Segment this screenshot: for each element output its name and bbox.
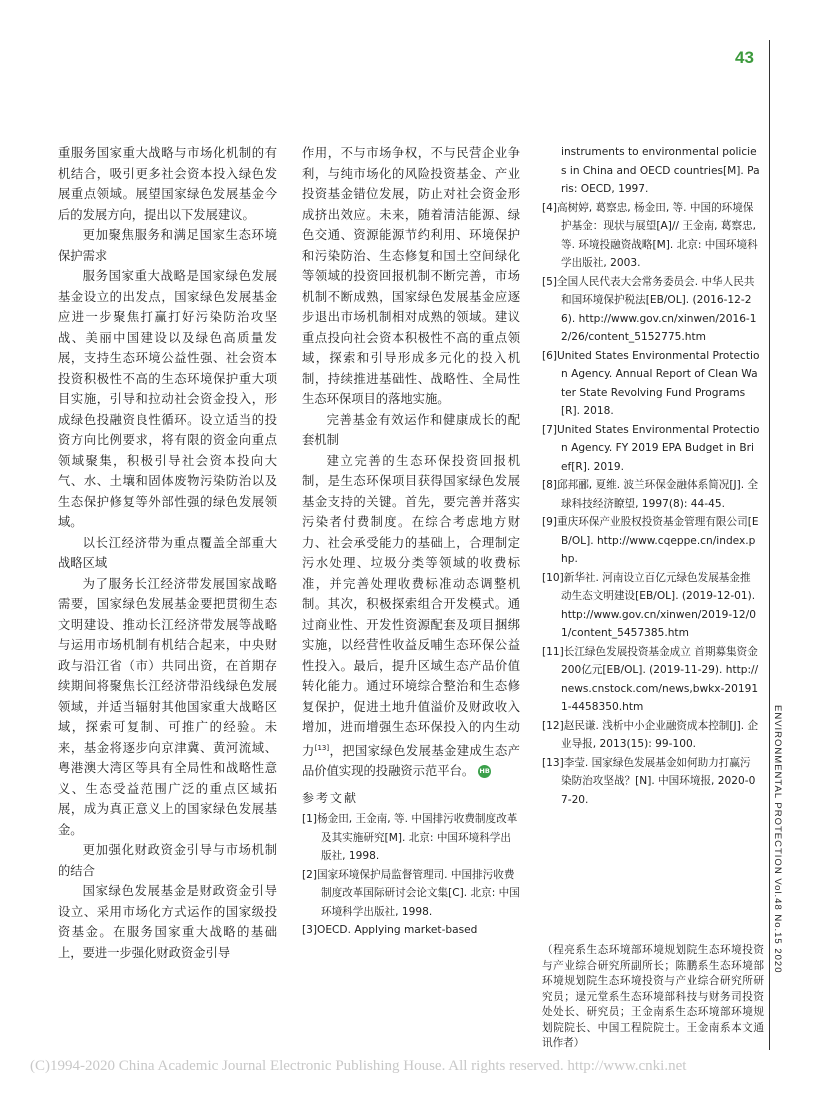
reference-item: instruments to environmental policies in China and OECD countries[M]. Paris: OECD, 1997. xyxy=(561,146,760,195)
reference-item: [7]United States Environmental Protection Agency. FY 2019 EPA Budget in Brief[R]. 2019. xyxy=(542,423,760,473)
column-2 xyxy=(302,143,520,940)
reference-item: [10]新华社. 河南设立百亿元绿色发展基金推动生态文明建设[EB/OL]. (2019-12-01). http://www.gov.cn/xinwen/2019-12/01/content_5457385.htm xyxy=(542,571,756,639)
paragraph xyxy=(302,451,520,782)
section-heading: 更加聚焦服务和满足国家生态环境保护需求 xyxy=(58,228,277,263)
citation: [13] xyxy=(314,743,330,752)
reference-item: [2]国家环境保护局监督管理司. 中国排污收费制度改革国际研讨会论文集[C]. 北京: 中国环境科学出版社, 1998. xyxy=(302,868,520,918)
column-rule xyxy=(769,40,770,1050)
reference-item: [4]高树婷, 葛察忠, 杨金田, 等. 中国的环境保护基金：现状与展望[A]// 王金南, 葛察忠, 等. 环境投融资战略[M]. 北京: 中国环境科学出版社, 2003. xyxy=(542,201,758,269)
references-title: 参考文献 xyxy=(302,790,359,805)
paragraph-text: ，把国家绿色发展基金建成生态产品价值实现的投融资示范平台。 xyxy=(302,743,520,779)
reference-item: [9]重庆环保产业股权投资基金管理有限公司[EB/OL]. http://www.cqeppe.cn/index.php. xyxy=(542,516,759,565)
reference-item: [12]赵民谦. 浅析中小企业融资成本控制[J]. 企业导报, 2013(15): 99-100. xyxy=(542,719,759,750)
reference-item: [3]OECD. Applying market-based xyxy=(302,924,478,937)
reference-item: [11]长江绿色发展投资基金成立 首期募集资金200亿元[EB/OL]. (2019-11-29). http://news.cnstock.com/news,bwkx-201911-4458350.htm xyxy=(542,645,759,713)
page-number: 43 xyxy=(735,48,754,67)
reference-item: [8]邱邦郦, 夏维. 波兰环保金融体系简况[J]. 全球科技经济瞭望, 1997(8): 44-45. xyxy=(542,479,759,510)
section-heading: 更加强化财政资金引导与市场机制的结合 xyxy=(58,843,277,878)
section-heading: 以长江经济带为重点覆盖全部重大战略区域 xyxy=(58,535,277,570)
paragraph: 为了服务长江经济带发展国家战略需要，国家绿色发展基金要把贯彻生态文明建设、推动长江经济带发展等战略与运用市场机制有机结合起来，中央财政与沿江省（市）共同出资，在首期存续期间将聚焦长江经济带沿线绿色发展领域，并适当辐射其他国家重大战略区域，探索可复制、可推广的经验。未来，基金将逐步向京津冀、黄河流域、粤港澳大湾区等具有全局性和战略性意义、生态受益范围广泛的重点区域拓展，成为真正意义上的国家绿色发展基金。 xyxy=(58,576,277,837)
paragraph-text: 建立完善的生态环保投资回报机制，是生态环保项目获得国家绿色发展基金支持的关键。首先，要完善并落实污染者付费制度。在综合考虑地方财力、社会承受能力的基础上，合理制定污水处理、垃圾分类等领域的收费标准，并完善处理收费标准动态调整机制。其次，积极探索组合开发模式。通过商业性、开发性资源配套及项目捆绑实施，以经营性收益反哺生态环保公益性投入。最后，提升区域生态产品价值转化能力。通过环境综合整治和生态修复保护，促进土地升值溢价及财政收入增加，进而增强生态环保投入的内生动力 xyxy=(302,453,520,758)
column-3 xyxy=(542,143,760,809)
paragraph: 作用，不与市场争权，不与民营企业争利，与纯市场化的风险投资基金、产业投资基金错位发展，防止对社会资金形成挤出效应。未来，随着清洁能源、绿色交通、资源能源节约利用、环境保护和污染防治、生态修复和国土空间绿化等领域的投资回报机制不断完善，市场机制不断成熟，国家绿色发展基金应逐步退出市场机制相对成熟的领域。建议重点投向社会资本积极性不高的重点领域，探索和引导形成多元化的投入机制，持续推进基础性、战略性、全局性生态环保项目的落地实施。 xyxy=(302,146,520,406)
journal-side-text: ENVIRONMENTAL PROTECTION Vol.48 No.15 2020 xyxy=(772,705,783,974)
paragraph: 服务国家重大战略是国家绿色发展基金设立的出发点，国家绿色发展基金应进一步聚焦打赢打好污染防治攻坚战、美丽中国建设以及绿色高质量发展，支持生态环境公益性强、社会资本投资积极性不高的生态环境保护重大项目实施，引导和拉动社会资金投入，形成绿色投融资良性循环。设立适当的投资方向比例要求，将有限的资金向重点领域聚集，积极引导社会资本投向大气、水、土壤和固体废物污染防治以及生态保护修复等外部性强的绿色发展领域。 xyxy=(58,269,277,529)
paragraph: 重服务国家重大战略与市场化机制的有机结合，吸引更多社会资本投入绿色发展重点领域。展望国家绿色发展基金今后的发展方向，提出以下发展建议。 xyxy=(58,146,277,222)
reference-item: [5]全国人民代表大会常务委员会. 中华人民共和国环境保护税法[EB/OL]. (2016-12-26). http://www.gov.cn/xinwen/2016-12/26/content_5152775.htm xyxy=(542,275,757,343)
reference-item: [13]李莹. 国家绿色发展基金如何助力打赢污染防治攻坚战？[N]. 中国环境报, 2020-07-20. xyxy=(542,756,756,806)
section-heading: 完善基金有效运作和健康成长的配套机制 xyxy=(302,412,520,447)
hb-logo-icon: HB xyxy=(478,765,491,778)
journal-side-label xyxy=(772,705,792,1050)
author-note: （程亮系生态环境部环境规划院生态环境投资与产业综合研究所副所长；陈鹏系生态环境部环境规划院生态环境投资与产业综合研究所研究员；逯元堂系生态环境部科技与财务司投资处处长、研究员；王金南系生态环境部环境规划院院长、中国工程院院士。王金南系本文通讯作者） xyxy=(542,944,764,1049)
reference-item: [6]United States Environmental Protection Agency. Annual Report of Clean Water State Revolving Fund Programs[R]. 2018. xyxy=(542,349,760,417)
column-1 xyxy=(58,143,277,963)
reference-item: [1]杨金田, 王金南, 等. 中国排污收费制度改革及其实施研究[M]. 北京: 中国环境科学出版社, 1998. xyxy=(302,813,518,863)
paragraph: 国家绿色发展基金是财政资金引导设立、采用市场化方式运作的国家级投资基金。在服务国家重大战略的基础上，要进一步强化财政资金引导 xyxy=(58,884,277,960)
copyright-watermark: (C)1994-2020 China Academic Journal Electronic Publishing House. All rights reserved. http://www.cnki.net xyxy=(30,1058,687,1074)
